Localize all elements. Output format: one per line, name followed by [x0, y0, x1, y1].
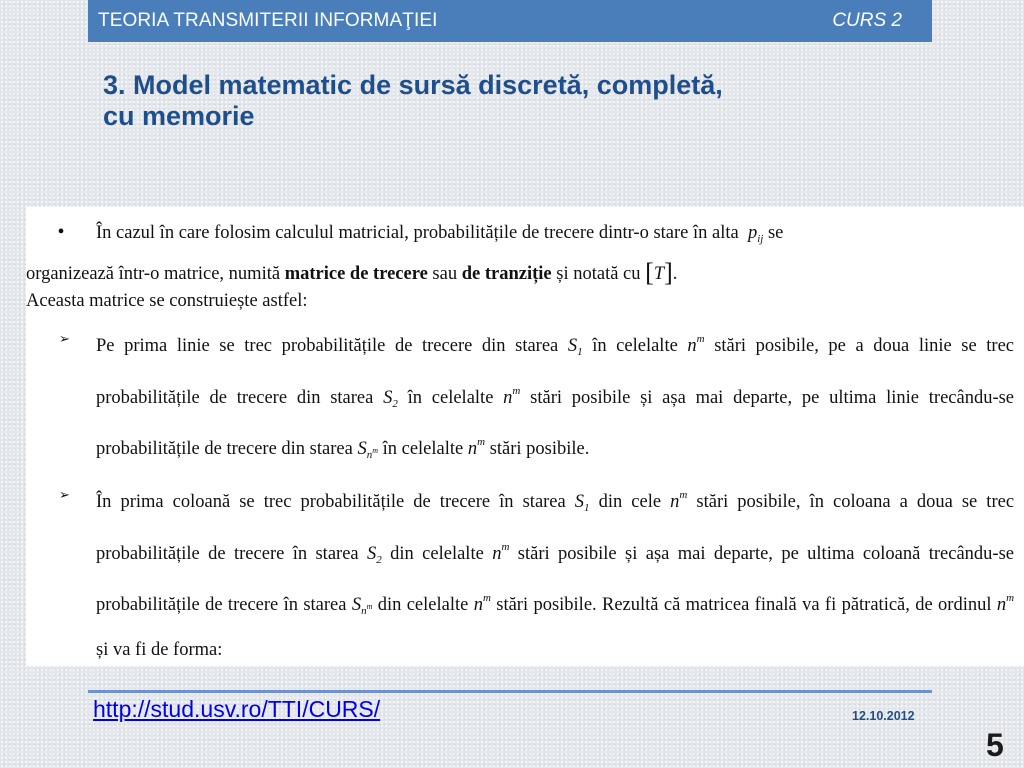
- s1-symbol: [575, 492, 590, 512]
- m-superscript: m: [482, 592, 491, 605]
- item2-text-c: stări posibile, în coloana a doua se trec probabilitățile de trecere în starea: [96, 492, 1015, 564]
- item2-text-a: În prima coloană se trec probabilitățile de trecere în starea: [96, 492, 566, 512]
- intro-text-1: În cazul în care folosim calculul matricial, probabilitățile de trecere dintr-o stare în alta: [96, 223, 739, 243]
- nm-symbol: [467, 436, 486, 460]
- m-superscript: m: [512, 384, 521, 397]
- s-subscript: [361, 602, 373, 618]
- p-ij-symbol: [748, 223, 763, 243]
- intro-text-5: și notată cu: [556, 264, 641, 284]
- intro-text-6: .: [672, 264, 678, 284]
- m-superscript: m: [477, 436, 486, 449]
- item1-text-b: în celelalte: [592, 336, 678, 356]
- nm-symbol: [492, 540, 510, 564]
- term-transition: de tranziție: [461, 264, 552, 284]
- bracket-close: ]: [664, 258, 673, 287]
- n-symbol: n: [670, 492, 680, 512]
- header-bar: [88, 0, 932, 42]
- intro-text-4: sau: [432, 264, 458, 284]
- m-superscript: m: [696, 333, 705, 345]
- n-subscript: n: [361, 605, 367, 618]
- t-symbol: T: [653, 264, 665, 284]
- footer-divider: [88, 690, 932, 693]
- s-symbol: S: [351, 595, 362, 616]
- item1-text-a: Pe prima linie se trec probabilitățile de trecere din starea: [96, 336, 559, 356]
- nm-symbol: [670, 489, 688, 512]
- item1-text-c: stări posibile, pe a doua linie se trec probabilitățile de trecere din starea: [96, 336, 1015, 408]
- p-symbol: p: [747, 223, 758, 243]
- nm-symbol: [503, 384, 521, 408]
- m-superscript: m: [679, 489, 688, 501]
- s2-symbol: [383, 388, 398, 408]
- intro-text-2: se: [767, 223, 784, 243]
- slide-date: 12.10.2012: [852, 709, 915, 723]
- term-transition-matrix: matrice de trecere: [284, 264, 428, 284]
- s-symbol: S: [574, 492, 585, 512]
- course-title: TEORIA TRANSMITERII INFORMAŢIEI: [98, 10, 438, 31]
- n-symbol: n: [473, 595, 483, 616]
- intro-text-3: organizează într-o matrice, numită: [26, 264, 281, 284]
- n-symbol: n: [687, 336, 697, 356]
- item1-text-f: în celelalte: [382, 439, 464, 460]
- s-subscript: 2: [392, 397, 398, 410]
- content-box: [26, 207, 1024, 666]
- slide-title-line-2: cu memorie: [103, 101, 255, 131]
- item1-text-e: stări posibile și așa mai departe, pe ultima linie trecându-se probabilitățile de trecere din starea: [96, 387, 1015, 460]
- nm-symbol: [473, 592, 491, 616]
- arrow-bullet-icon: ➢: [59, 331, 70, 346]
- slide-title-line-1: 3. Model matematic de sursă discretă, completă,: [103, 70, 723, 100]
- item2-text-b: din cele: [598, 492, 662, 512]
- s-subscript: 2: [376, 553, 382, 566]
- bullet-icon: •: [57, 221, 65, 243]
- construct-line: Aceasta matrice se construiește astfel:: [26, 291, 308, 311]
- m-superscript: m: [372, 446, 378, 456]
- item2-text-f: din celelalte: [377, 595, 469, 616]
- n-symbol: n: [492, 543, 502, 564]
- item1-text-g: stări posibile.: [489, 439, 590, 460]
- bracket-open: [: [645, 258, 654, 287]
- n-symbol: n: [996, 595, 1007, 616]
- n-symbol: n: [467, 439, 478, 460]
- n-symbol: n: [503, 387, 513, 408]
- s2-symbol: [367, 544, 382, 564]
- s-subscript: 1: [577, 346, 583, 358]
- nm-symbol: [687, 333, 705, 356]
- course-url-link[interactable]: http://stud.usv.ro/TTI/CURS/: [93, 696, 381, 722]
- item1-text-d: în celelalte: [407, 387, 494, 408]
- arrow-bullet-icon: ➢: [59, 487, 70, 502]
- item2-text-d: din celelalte: [390, 543, 484, 564]
- slide-title: [103, 70, 903, 132]
- page-number: 5: [986, 727, 1004, 763]
- n-subscript: n: [366, 449, 373, 462]
- m-superscript: m: [501, 540, 510, 553]
- p-subscript: ij: [757, 233, 764, 245]
- intro-paragraph: [26, 215, 1018, 291]
- intro-line-1: [26, 223, 783, 243]
- list-item-columns: [59, 476, 1015, 669]
- snm-symbol: [351, 595, 373, 618]
- intro-line-2: [26, 258, 678, 287]
- nm-symbol: [996, 592, 1015, 616]
- s1-symbol: [568, 336, 583, 356]
- list-item-rows: [59, 320, 1015, 475]
- s-symbol: S: [383, 387, 393, 408]
- s-subscript: [366, 446, 378, 462]
- s-subscript: 1: [584, 502, 590, 514]
- lecture-number: CURS 2: [832, 10, 902, 31]
- s-symbol: S: [357, 439, 367, 460]
- s-symbol: S: [567, 336, 578, 356]
- m-superscript: m: [1006, 592, 1015, 605]
- item2-text-h: și va fi de forma:: [96, 639, 223, 660]
- item2-text-g: stări posibile. Rezultă că matricea finală va fi pătratică, de ordinul: [496, 595, 992, 616]
- s-symbol: S: [367, 543, 377, 564]
- item2-text-e: stări posibile și așa mai departe, pe ultima coloană trecându-se probabilitățile de trecere în starea: [96, 543, 1014, 616]
- m-superscript: m: [366, 602, 373, 612]
- snm-symbol: [357, 439, 378, 462]
